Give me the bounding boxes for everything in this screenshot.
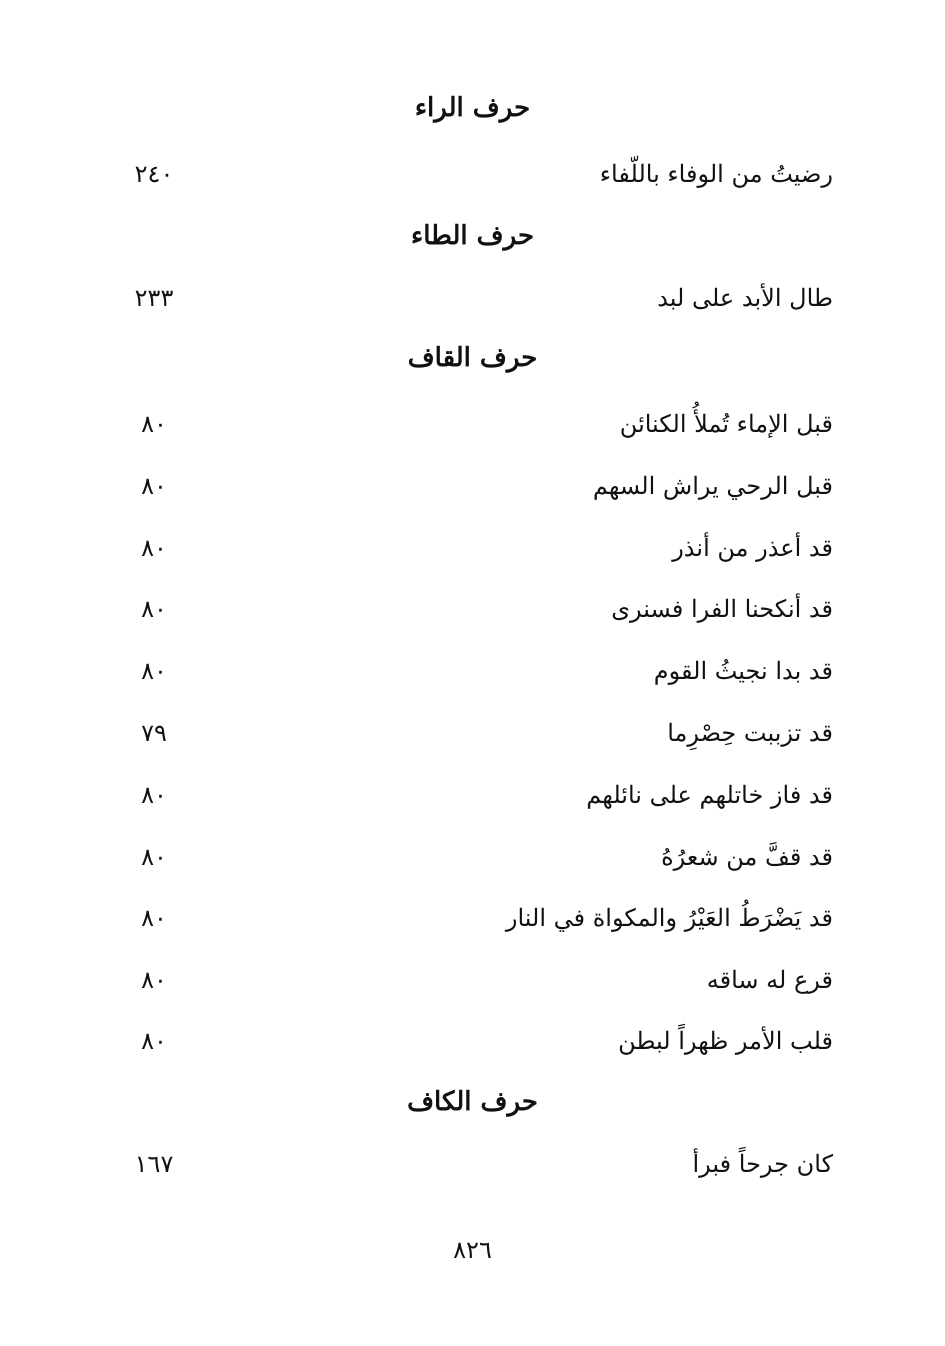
entry-page-number: ٨٠ <box>141 966 167 994</box>
entry-text: قبل الإماء تُملأُ الكنائن <box>619 410 833 438</box>
entry-text: قد قفَّ من شعرُهُ <box>661 843 833 871</box>
entry-page-number: ١٦٧ <box>134 1150 174 1178</box>
index-entry <box>0 837 945 877</box>
entry-page-number: ٨٠ <box>141 1027 167 1055</box>
entry-page-number: ٨٠ <box>141 657 167 685</box>
entry-text: قد فاز خاتلهم على نائلهم <box>586 781 833 809</box>
index-entry <box>0 775 945 815</box>
index-entry <box>0 713 945 753</box>
entry-page-number: ٨٠ <box>141 781 167 809</box>
index-entry <box>0 1021 945 1061</box>
entry-page-number: ٨٠ <box>141 534 167 562</box>
entry-page-number: ٢٤٠ <box>134 160 174 188</box>
index-entry <box>0 528 945 568</box>
index-entry <box>0 898 945 938</box>
entry-text: قد أعذر من أنذر <box>672 534 833 562</box>
section-heading-qaf: حرف القاف <box>407 343 538 373</box>
index-entry <box>0 1144 945 1184</box>
entry-text: قلب الأمر ظهراً لبطن <box>618 1027 833 1055</box>
index-entry <box>0 960 945 1000</box>
entry-text: قرع له ساقه <box>706 966 833 994</box>
entry-page-number: ٨٠ <box>141 472 167 500</box>
entry-text: قد بدا نجيثُ القوم <box>653 657 833 685</box>
entry-page-number: ٨٠ <box>141 595 167 623</box>
section-heading-taa: حرف الطاء <box>410 221 535 251</box>
index-entry <box>0 404 945 444</box>
index-entry <box>0 154 945 194</box>
index-entry <box>0 278 945 318</box>
entry-page-number: ٨٠ <box>141 843 167 871</box>
entry-page-number: ٨٠ <box>141 904 167 932</box>
entry-text: قبل الرحي يراش السهم <box>592 472 833 500</box>
entry-text: قد تزببت حِصْرِما <box>667 719 833 747</box>
entry-text: قد يَضْرَطُ العَيْرُ والمكواة في النار <box>505 904 833 932</box>
index-entry <box>0 466 945 506</box>
entry-text: قد أنكحنا الفرا فسنرى <box>611 595 833 623</box>
index-entry <box>0 589 945 629</box>
footer-page-number: ٨٢٦ <box>453 1236 492 1264</box>
section-heading-kaf: حرف الكاف <box>407 1087 538 1117</box>
entry-text: طال الأبد على لبد <box>657 284 833 312</box>
entry-page-number: ٧٩ <box>141 719 167 747</box>
entry-text: رضيتُ من الوفاء باللّفاء <box>599 160 833 188</box>
entry-page-number: ٢٣٣ <box>134 284 174 312</box>
section-heading-ra: حرف الراء <box>414 93 531 123</box>
entry-page-number: ٨٠ <box>141 410 167 438</box>
index-entry <box>0 651 945 691</box>
entry-text: كان جرحاً فبرأ <box>692 1150 833 1178</box>
